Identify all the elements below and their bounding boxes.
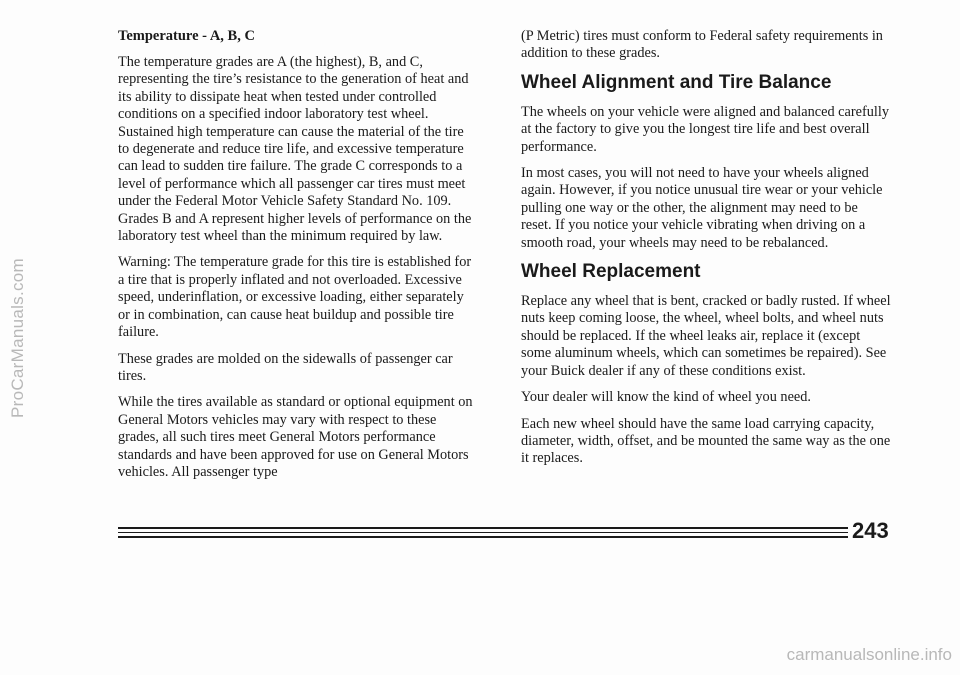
footer-rule-middle (118, 532, 848, 533)
temperature-subhead: Temperature - A, B, C (118, 28, 255, 44)
bottom-watermark: carmanualsonline.info (786, 645, 952, 664)
temperature-paragraph: The temperature grades are A (the highest), B, and C, representing the tire’s resistance to the generation of heat and its ability to dissipate heat when tested under controlled conditions on a specified indoor laboratory test wheel. Sustained high temperature can cause the material of the tire to degenerate and reduce tire life, and excessive temperature can lead to sudden tire failure. The grade C corresponds to a level of performance which all passenger car tires must meet under the Federal Motor Vehicle Safety Standard No. 109. Grades B and A represent higher levels of performance on the laboratory test wheel than the minimum required by law. (118, 54, 472, 245)
right-column (521, 28, 891, 477)
warning-paragraph: Warning: The temperature grade for this tire is established for a tire that is properly inflated and not overloaded. Excessive speed, underinflation, or excessive loading, either separately or in combination, can cause heat buildup and possible tire failure. (118, 254, 472, 341)
replacement-paragraph-3: Each new wheel should have the same load carrying capacity, diameter, width, offset, and be mounted the same way as the one it replaces. (521, 415, 891, 467)
p-metric-paragraph: (P Metric) tires must conform to Federal safety requirements in addition to these grades. (521, 28, 883, 62)
replacement-paragraph-1: Replace any wheel that is bent, cracked or badly rusted. If wheel nuts keep coming loose, the wheel, wheel bolts, and wheel nuts should be replaced. If the wheel leaks air, replace it (except some aluminum wheels, which can sometimes be repaired). See your Buick dealer if any of these conditions exist. (521, 293, 891, 379)
footer-rule-top (118, 527, 848, 529)
wheel-replacement-heading: Wheel Replacement (521, 261, 701, 283)
wheel-alignment-heading: Wheel Alignment and Tire Balance (521, 71, 832, 93)
sidewall-paragraph: These grades are molded on the sidewalls of passenger car tires. (118, 350, 453, 384)
alignment-paragraph-1: The wheels on your vehicle were aligned and balanced carefully at the factory to give you the longest tire life and best overall performance. (521, 103, 889, 155)
left-column (118, 28, 478, 490)
gm-tires-paragraph: While the tires available as standard or optional equipment on General Motors vehicles may vary with respect to these grades, all such tires meet General Motors performance standards and have been approved for use on General Motors vehicles. All passenger type (118, 394, 473, 480)
alignment-paragraph-2: In most cases, you will not need to have your wheels aligned again. However, if you notice unusual tire wear or your vehicle pulling one way or the other, the alignment may need to be reset. If you notice your vehicle vibrating when driving on a smooth road, your wheels may need to be rebalanced. (521, 165, 883, 251)
side-watermark: ProCarManuals.com (8, 257, 27, 418)
replacement-paragraph-2: Your dealer will know the kind of wheel you need. (521, 389, 811, 406)
page-number: 243 (852, 518, 889, 543)
footer-rule-bottom (118, 536, 848, 538)
